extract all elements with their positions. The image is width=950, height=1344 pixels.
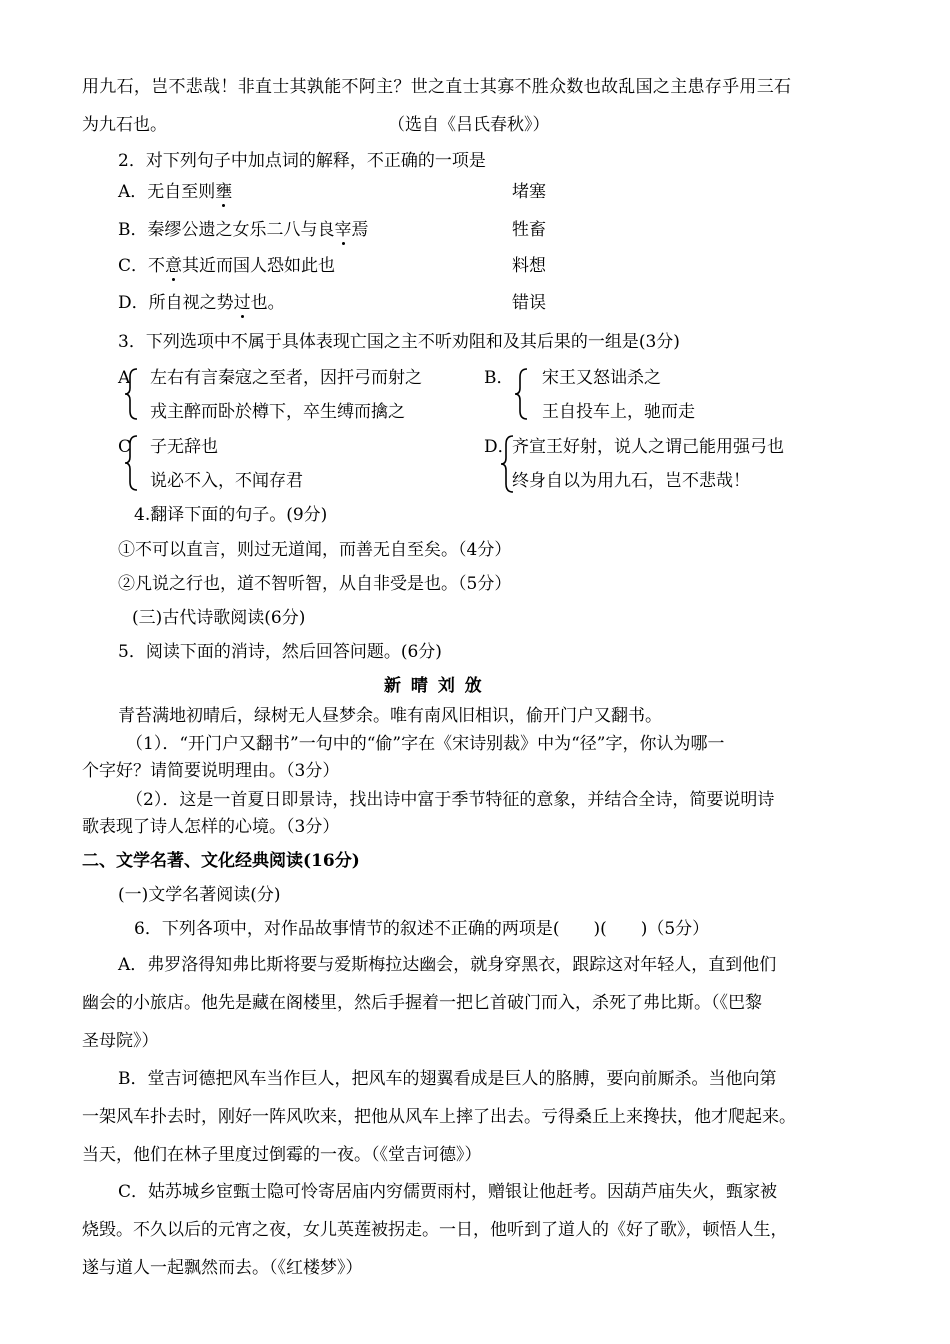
part-heading: 二、文学名著、文化经典阅读(16分) bbox=[82, 851, 360, 871]
question-4-stem: 4.翻译下面的句子。(9分) bbox=[134, 505, 328, 525]
q2-option-c bbox=[118, 255, 335, 277]
q3-a-line1: 左右有言秦寇之至者，因扞弓而射之 bbox=[150, 368, 422, 388]
q6-a-line: 幽会的小旅店。他先是藏在阁楼里，然后手握着一把匕首破门而入，杀死了弗比斯。（《巴黎 bbox=[82, 993, 762, 1013]
section-heading: (三)古代诗歌阅读(6分) bbox=[132, 608, 306, 628]
curly-brace-icon bbox=[124, 434, 140, 492]
question-6-stem: 6．下列各项中，对作品故事情节的叙述不正确的两项是( )( )（5分） bbox=[134, 919, 710, 939]
option-text: A．无自至则 bbox=[118, 182, 216, 202]
option-text: D．所自视之势 bbox=[118, 293, 234, 313]
option-text: 也。 bbox=[250, 293, 285, 313]
q2-option-a bbox=[118, 181, 232, 203]
q3-d-line1: 齐宣王好射，说人之谓己能用强弓也 bbox=[512, 437, 784, 457]
q2-gloss-d: 错误 bbox=[512, 293, 546, 313]
q3-c-line1: 子无辞也 bbox=[150, 437, 218, 457]
dotted-word: 过 bbox=[233, 293, 251, 313]
question-5-stem: 5．阅读下面的消诗，然后回答问题。(6分) bbox=[118, 642, 442, 662]
q3-option-letter-d: D． bbox=[484, 437, 515, 457]
q6-b-line: 一架风车扑去时，刚好一阵风吹来，把他从风车上摔了出去。亏得桑丘上来搀扶，他才爬起来。 bbox=[82, 1107, 796, 1127]
curly-brace-icon bbox=[514, 367, 530, 421]
option-text: B．秦缪公遗之女乐二八与良 bbox=[118, 220, 335, 240]
q4-item-1: ①不可以直言，则过无道闻，而善无自至矣。（4分） bbox=[118, 540, 512, 560]
q3-b-line2: 王自投车上，驰而走 bbox=[542, 402, 695, 422]
q6-a-line: A．弗罗洛得知弗比斯将要与爱斯梅拉达幽会，就身穿黑衣，跟踪这对年轻人，直到他们 bbox=[118, 955, 777, 975]
q2-gloss-c: 料想 bbox=[512, 256, 546, 276]
q5-sub2-line2: 歌表现了诗人怎样的心境。（3分） bbox=[82, 817, 340, 837]
q6-c-line: 烧毁。不久以后的元宵之夜，女儿英莲被拐走。一日，他听到了道人的《好了歌》，顿悟人生， bbox=[82, 1220, 788, 1240]
sub-heading: (一)文学名著阅读(分) bbox=[118, 885, 281, 905]
q6-b-line: B．堂吉诃德把风车当作巨人，把风车的翅翼看成是巨人的胳膊，要向前厮杀。当他向第 bbox=[118, 1069, 777, 1089]
q3-option-letter-c: C bbox=[118, 437, 132, 457]
dotted-word: 意 bbox=[165, 256, 183, 276]
q6-b-line: 当天，他们在林子里度过倒霉的一夜。（《堂吉诃德》） bbox=[82, 1145, 482, 1165]
question-3-stem: 3．下列选项中不属于具体表现亡国之主不听劝阻和及其后果的一组是(3分) bbox=[118, 332, 680, 352]
curly-brace-icon bbox=[124, 367, 140, 421]
q2-gloss-b: 牲畜 bbox=[512, 220, 546, 240]
poem-text: 青苔满地初晴后，绿树无人昼梦余。唯有南风旧相识，偷开门户又翻书。 bbox=[118, 706, 662, 726]
q5-sub2-line1: （2）．这是一首夏日即景诗，找出诗中富于季节特征的意象，并结合全诗，简要说明诗 bbox=[126, 790, 775, 810]
q2-gloss-a: 堵塞 bbox=[512, 182, 546, 202]
dotted-word: 宰 bbox=[334, 220, 352, 240]
q5-sub1-line2: 个字好？请简要说明理由。（3分） bbox=[82, 761, 340, 781]
q3-d-line2: 终身自以为用九石，岂不悲哉！ bbox=[512, 471, 750, 491]
q3-a-line2: 戎主醉而卧於樽下，卒生缚而擒之 bbox=[150, 402, 405, 422]
passage-source: （选自《吕氏春秋》） bbox=[388, 115, 550, 135]
option-text: 其近而国人恐如此也 bbox=[182, 256, 336, 276]
option-text: C．不 bbox=[118, 256, 166, 276]
q6-c-line: C．姑苏城乡宦甄士隐可怜寄居庙内穷儒贾雨村，赠银让他赶考。因葫芦庙失火，甄家被 bbox=[118, 1182, 778, 1202]
passage-line: 用九石，岂不悲哉！非直士其孰能不阿主？世之直士其寡不胜众数也故乱国之主患存乎用三石 bbox=[82, 77, 792, 97]
option-text: 焉 bbox=[351, 220, 369, 240]
q3-c-line2: 说必不入，不闻存君 bbox=[150, 471, 303, 491]
q6-a-line: 圣母院》） bbox=[82, 1031, 159, 1051]
poem-title: 新 晴 刘 攽 bbox=[384, 676, 484, 696]
q3-option-letter-b: B． bbox=[484, 368, 514, 388]
q3-option-letter-a: A bbox=[118, 368, 131, 388]
q3-b-line1: 宋王又怒诎杀之 bbox=[542, 368, 661, 388]
q2-option-b bbox=[118, 219, 369, 241]
q6-c-line: 遂与道人一起飘然而去。（《红楼梦》） bbox=[82, 1258, 363, 1278]
dotted-word: 壅 bbox=[215, 182, 233, 202]
passage-line: 为九石也。 bbox=[82, 115, 167, 135]
q4-item-2: ②凡说之行也，道不智听智，从自非受是也。（5分） bbox=[118, 574, 512, 594]
q5-sub1-line1: （1）．“开门户又翻书”一句中的“偷”字在《宋诗别裁》中为“径”字，你认为哪一 bbox=[126, 734, 725, 754]
q2-option-d bbox=[118, 292, 285, 314]
question-2-stem: 2．对下列句子中加点词的解释，不正确的一项是 bbox=[118, 151, 486, 171]
